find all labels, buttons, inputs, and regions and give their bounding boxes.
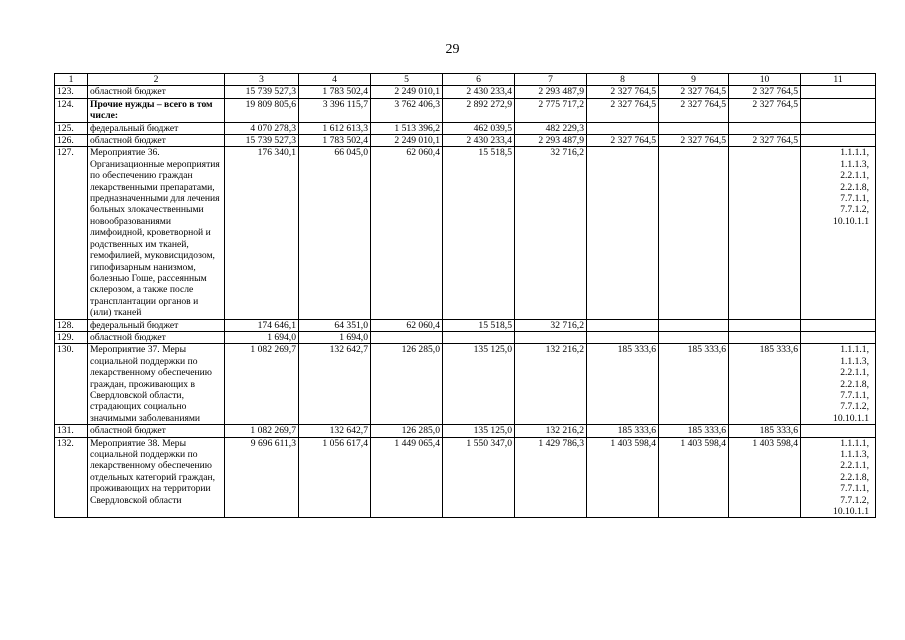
- amount-cell: 2 327 764,5: [587, 86, 659, 98]
- amount-cell: 176 340,1: [225, 147, 299, 319]
- amount-cell: 2 327 764,5: [729, 135, 801, 147]
- target-indicator: 10.10.1.1: [833, 506, 869, 518]
- page-number: 29: [445, 42, 460, 57]
- amount-cell: 15 518,5: [443, 319, 515, 331]
- amount-cell: 3 762 406,3: [371, 98, 443, 122]
- target-indicators-cell: [801, 135, 876, 147]
- amount-cell: 1 429 786,3: [515, 437, 587, 518]
- column-header: 8: [587, 74, 659, 86]
- row-label: федеральный бюджет: [88, 319, 225, 331]
- row-label: областной бюджет: [88, 425, 225, 437]
- amount-cell: 15 518,5: [443, 147, 515, 319]
- column-header: 2: [88, 74, 225, 86]
- amount-cell: 1 694,0: [299, 331, 371, 343]
- table-row: [55, 331, 876, 343]
- target-indicator: 7.7.1.2,: [840, 401, 869, 413]
- amount-cell: [443, 331, 515, 343]
- target-indicators-cell: [801, 331, 876, 343]
- amount-cell: 1 550 347,0: [443, 437, 515, 518]
- row-label: Мероприятие 38. Меры социальной поддержки по лекарственному обеспечению отдельных категорий граждан, проживающих на территории Свердловской области: [88, 437, 225, 518]
- row-number: 124.: [55, 98, 88, 122]
- amount-cell: 2 327 764,5: [729, 86, 801, 98]
- amount-cell: 132 216,2: [515, 425, 587, 437]
- row-label: Мероприятие 37. Меры социальной поддержки по лекарственному обеспечению граждан, проживающих в Свердловской области, страдающих социально значимыми заболеваниями: [88, 344, 225, 425]
- amount-cell: 2 430 233,4: [443, 135, 515, 147]
- target-indicator: 2.2.1.8,: [840, 471, 869, 483]
- amount-cell: [587, 319, 659, 331]
- amount-cell: 2 327 764,5: [659, 98, 729, 122]
- table-row: [55, 319, 876, 331]
- target-indicator: 2.2.1.1,: [840, 367, 869, 379]
- amount-cell: 62 060,4: [371, 319, 443, 331]
- amount-cell: 185 333,6: [659, 425, 729, 437]
- column-header: 11: [801, 74, 876, 86]
- row-number: 126.: [55, 135, 88, 147]
- amount-cell: [729, 122, 801, 134]
- target-indicator: 1.1.1.3,: [840, 355, 869, 367]
- amount-cell: 1 403 598,4: [729, 437, 801, 518]
- amount-cell: 2 249 010,1: [371, 135, 443, 147]
- amount-cell: [659, 122, 729, 134]
- column-header: 4: [299, 74, 371, 86]
- row-label: Мероприятие 36. Организационные мероприятия по обеспечению граждан лекарственными препаратами, предназначенными для лечения больных злокачественными новообразованиями лимфоидной, кроветворной и родственных им тканей, гемофилией, муковисцидозом, гипофизарным нанизмом, болезнью Гоше, рассеянным склерозом, а также после трансплантации органов и (или) тканей: [88, 147, 225, 319]
- amount-cell: 2 430 233,4: [443, 86, 515, 98]
- row-number: 123.: [55, 86, 88, 98]
- amount-cell: 2 892 272,9: [443, 98, 515, 122]
- target-indicator: 2.2.1.8,: [840, 181, 869, 193]
- target-indicator: 7.7.1.2,: [840, 494, 869, 506]
- target-indicator: 7.7.1.2,: [840, 204, 869, 216]
- column-header: 10: [729, 74, 801, 86]
- column-header: 6: [443, 74, 515, 86]
- table-row: [55, 344, 876, 425]
- target-indicators-cell: [801, 437, 876, 518]
- amount-cell: 1 082 269,7: [225, 344, 299, 425]
- amount-cell: 32 716,2: [515, 319, 587, 331]
- row-number: 128.: [55, 319, 88, 331]
- amount-cell: 4 070 278,3: [225, 122, 299, 134]
- target-indicator: 1.1.1.1,: [840, 437, 869, 449]
- target-indicator: 2.2.1.1,: [840, 460, 869, 472]
- row-label: Прочие нужды – всего в том числе:: [88, 98, 225, 122]
- target-indicator: 1.1.1.1,: [840, 147, 869, 159]
- amount-cell: 1 449 065,4: [371, 437, 443, 518]
- amount-cell: [659, 331, 729, 343]
- column-header: 3: [225, 74, 299, 86]
- target-indicators-cell: [801, 98, 876, 122]
- target-indicator: 1.1.1.3,: [840, 449, 869, 460]
- amount-cell: 2 327 764,5: [659, 135, 729, 147]
- target-indicator: 2.2.1.8,: [840, 378, 869, 390]
- table-row: [55, 98, 876, 122]
- amount-cell: 1 403 598,4: [659, 437, 729, 518]
- column-header: 1: [55, 74, 88, 86]
- amount-cell: 15 739 527,3: [225, 86, 299, 98]
- target-indicator: 7.7.1.1,: [840, 193, 869, 205]
- row-number: 130.: [55, 344, 88, 425]
- amount-cell: 1 783 502,4: [299, 86, 371, 98]
- amount-cell: [371, 331, 443, 343]
- amount-cell: 126 285,0: [371, 425, 443, 437]
- amount-cell: [729, 331, 801, 343]
- row-number: 125.: [55, 122, 88, 134]
- row-number: 129.: [55, 331, 88, 343]
- amount-cell: 482 229,3: [515, 122, 587, 134]
- amount-cell: 1 694,0: [225, 331, 299, 343]
- amount-cell: [587, 331, 659, 343]
- amount-cell: 135 125,0: [443, 344, 515, 425]
- table-row: [55, 425, 876, 437]
- amount-cell: 2 327 764,5: [587, 98, 659, 122]
- table-row: [55, 135, 876, 147]
- amount-cell: 185 333,6: [587, 344, 659, 425]
- target-indicator: 10.10.1.1: [833, 412, 869, 424]
- row-label: областной бюджет: [88, 86, 225, 98]
- target-indicators-cell: [801, 319, 876, 331]
- amount-cell: 2 775 717,2: [515, 98, 587, 122]
- row-number: 131.: [55, 425, 88, 437]
- table-body: [55, 74, 876, 518]
- amount-cell: 1 783 502,4: [299, 135, 371, 147]
- amount-cell: 2 327 764,5: [587, 135, 659, 147]
- target-indicators-cell: [801, 86, 876, 98]
- column-header: 9: [659, 74, 729, 86]
- amount-cell: 9 696 611,3: [225, 437, 299, 518]
- amount-cell: [729, 147, 801, 319]
- amount-cell: 132 642,7: [299, 344, 371, 425]
- row-number: 132.: [55, 437, 88, 518]
- row-label: областной бюджет: [88, 135, 225, 147]
- amount-cell: 132 216,2: [515, 344, 587, 425]
- amount-cell: [515, 331, 587, 343]
- target-indicator: 1.1.1.1,: [840, 344, 869, 356]
- amount-cell: 185 333,6: [587, 425, 659, 437]
- table-row: [55, 437, 876, 518]
- amount-cell: [659, 319, 729, 331]
- amount-cell: 135 125,0: [443, 425, 515, 437]
- amount-cell: 1 513 396,2: [371, 122, 443, 134]
- target-indicators-cell: [801, 147, 876, 319]
- amount-cell: 15 739 527,3: [225, 135, 299, 147]
- target-indicators-cell: [801, 122, 876, 134]
- target-indicators-cell: [801, 344, 876, 425]
- header-row: [55, 74, 876, 86]
- amount-cell: 2 327 764,5: [729, 98, 801, 122]
- table-row: [55, 122, 876, 134]
- amount-cell: 2 293 487,9: [515, 135, 587, 147]
- amount-cell: 185 333,6: [659, 344, 729, 425]
- budget-table: [54, 73, 876, 518]
- amount-cell: 185 333,6: [729, 344, 801, 425]
- amount-cell: 19 809 805,6: [225, 98, 299, 122]
- amount-cell: 1 612 613,3: [299, 122, 371, 134]
- row-number: 127.: [55, 147, 88, 319]
- target-indicator: 1.1.1.3,: [840, 158, 869, 170]
- amount-cell: 185 333,6: [729, 425, 801, 437]
- column-header: 5: [371, 74, 443, 86]
- table-row: [55, 147, 876, 319]
- row-label: областной бюджет: [88, 331, 225, 343]
- target-indicator: 2.2.1.1,: [840, 170, 869, 182]
- table-row: [55, 86, 876, 98]
- amount-cell: 32 716,2: [515, 147, 587, 319]
- target-indicator: 7.7.1.1,: [840, 483, 869, 495]
- amount-cell: 64 351,0: [299, 319, 371, 331]
- amount-cell: 2 327 764,5: [659, 86, 729, 98]
- amount-cell: 1 082 269,7: [225, 425, 299, 437]
- amount-cell: [587, 147, 659, 319]
- amount-cell: 2 293 487,9: [515, 86, 587, 98]
- row-label: федеральный бюджет: [88, 122, 225, 134]
- target-indicator: 10.10.1.1: [833, 215, 869, 227]
- amount-cell: 3 396 115,7: [299, 98, 371, 122]
- column-header: 7: [515, 74, 587, 86]
- amount-cell: [659, 147, 729, 319]
- amount-cell: [729, 319, 801, 331]
- amount-cell: 1 403 598,4: [587, 437, 659, 518]
- amount-cell: 126 285,0: [371, 344, 443, 425]
- amount-cell: 66 045,0: [299, 147, 371, 319]
- amount-cell: 2 249 010,1: [371, 86, 443, 98]
- amount-cell: 1 056 617,4: [299, 437, 371, 518]
- amount-cell: 462 039,5: [443, 122, 515, 134]
- target-indicator: 7.7.1.1,: [840, 389, 869, 401]
- target-indicators-cell: [801, 425, 876, 437]
- amount-cell: 62 060,4: [371, 147, 443, 319]
- amount-cell: 174 646,1: [225, 319, 299, 331]
- amount-cell: 132 642,7: [299, 425, 371, 437]
- amount-cell: [587, 122, 659, 134]
